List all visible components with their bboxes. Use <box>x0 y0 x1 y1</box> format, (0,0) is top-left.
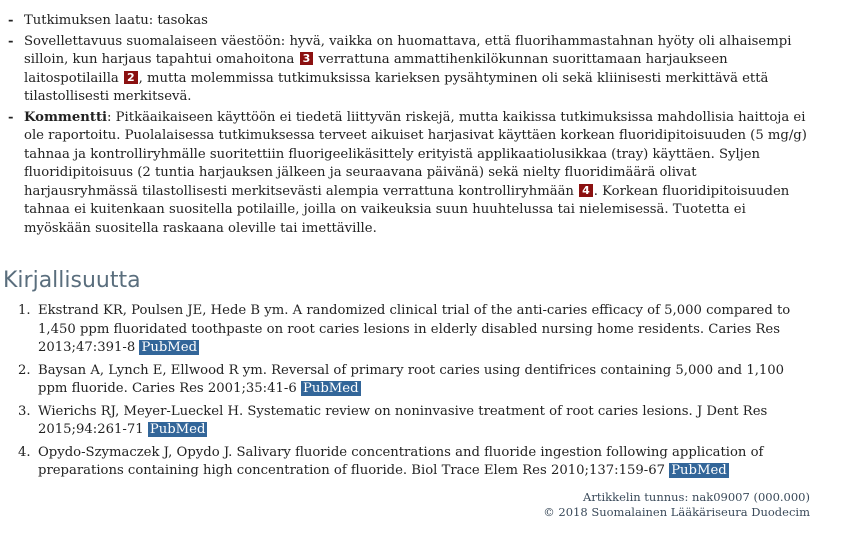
pubmed-link[interactable]: PubMed <box>141 340 198 355</box>
reference-number: 1. <box>18 303 31 318</box>
sovellettavuus-text-a: Sovellettavuus suomalaiseen väestöön: hyvä, vaikka on huomattava, että fluorihammastahnan hyöty oli alhaisempi silloin, kun harjaus tapahtui omahoitona <box>24 33 792 67</box>
pubmed-link[interactable]: PubMed <box>302 381 359 396</box>
reference-link-4[interactable]: 4 <box>579 184 593 197</box>
bullet-laatu <box>8 12 808 31</box>
section-title: Kirjallisuutta <box>3 268 141 293</box>
article-footer <box>543 490 810 520</box>
kommentti-label: Kommentti <box>24 109 108 125</box>
reference-item <box>18 403 808 440</box>
pubmed-link[interactable]: PubMed <box>149 422 206 437</box>
bullet-dash: - <box>8 109 14 125</box>
summary-bullets <box>8 12 808 240</box>
reference-number: 2. <box>18 362 31 378</box>
sovellettavuus-text-b: verrattuna ammattihenkilökunnan suorittamaan harjaukseen laitospotilailla <box>24 52 728 86</box>
bullet-dash: - <box>8 13 14 28</box>
reference-item <box>18 302 808 358</box>
reference-link-3[interactable]: 3 <box>300 52 314 65</box>
reference-text: Opydo-Szymaczek J, Opydo J. Salivary fluoride concentrations and fluoride ingestion following application of preparations containing high concentration of fluoride. Biol Trace Elem Res 2010;137:159-67 <box>38 444 764 478</box>
reference-number: 3. <box>18 403 31 419</box>
reference-text: Ekstrand KR, Poulsen JE, Hede B ym. A randomized clinical trial of the anti-caries efficacy of 5,000 compared to 1,450 ppm fluoridated toothpaste on root caries lesions in elderly disabled nursing home residents. Caries Res 2013;47:391-8 <box>38 303 791 355</box>
pubmed-link[interactable]: PubMed <box>671 463 727 478</box>
copyright: © 2018 Suomalainen Lääkäriseura Duodecim <box>543 505 810 519</box>
bullet-sovellettavuus <box>8 33 808 107</box>
kommentti-text-a: : Pitkäaikaiseen käyttöön ei tiedetä liittyvän riskejä, mutta kaikissa tutkimuksissa mahdollisia haittoja ei ole raportoitu. Puolalaisessa tutkimuksessa terveet aikuiset harjasivat käyttäen korkean fluoridipitoisuuden (5 mg/g) tahnaa ja kontrolliryhmälle suoritettiin fluorigeelikäsittely erityistä applikaatiolusikkaa (tray) käyttäen. Syljen fluoridipitoisuus (2 tuntia harjauksen jälkeen ja seuraavana päivänä) sekä nielty fluoridimäärä olivat harjausryhmässä tilastollisesti merkitsevästi alempia verrattuna kontrolliryhmään <box>24 109 807 199</box>
reference-link-2[interactable]: 2 <box>124 71 138 84</box>
sovellettavuus-text-c: , mutta molemmissa tutkimuksissa karieksen pysähtyminen oli sekä kliinisesti merkittävä että tilastollisesti merkitsevä. <box>24 70 769 104</box>
article-id: Artikkelin tunnus: nak09007 (000.000) <box>583 490 810 504</box>
laatu-text: Tutkimuksen laatu: tasokas <box>24 13 208 28</box>
reference-list <box>18 302 808 485</box>
kommentti-text-b: . Korkean fluoridipitoisuuden tahnaa ei kuitenkaan suositella potilaille, joilla on vaikeuksia suun huuhtelussa tai nielemisessä. Tuotetta ei myöskään suositella raskaana oleville tai imettäville. <box>24 183 790 236</box>
reference-item <box>18 362 808 399</box>
bullet-dash: - <box>8 33 14 49</box>
reference-number: 4. <box>18 444 31 460</box>
reference-text: Wierichs RJ, Meyer-Lueckel H. Systematic review on noninvasive treatment of root caries lesions. J Dent Res 2015;94:261-71 <box>38 403 768 437</box>
reference-item <box>18 444 808 481</box>
reference-text: Baysan A, Lynch E, Ellwood R ym. Reversal of primary root caries using dentifrices containing 5,000 and 1,100 ppm fluoride. Caries Res 2001;35:41-6 <box>38 362 785 396</box>
bullet-kommentti <box>8 109 808 239</box>
